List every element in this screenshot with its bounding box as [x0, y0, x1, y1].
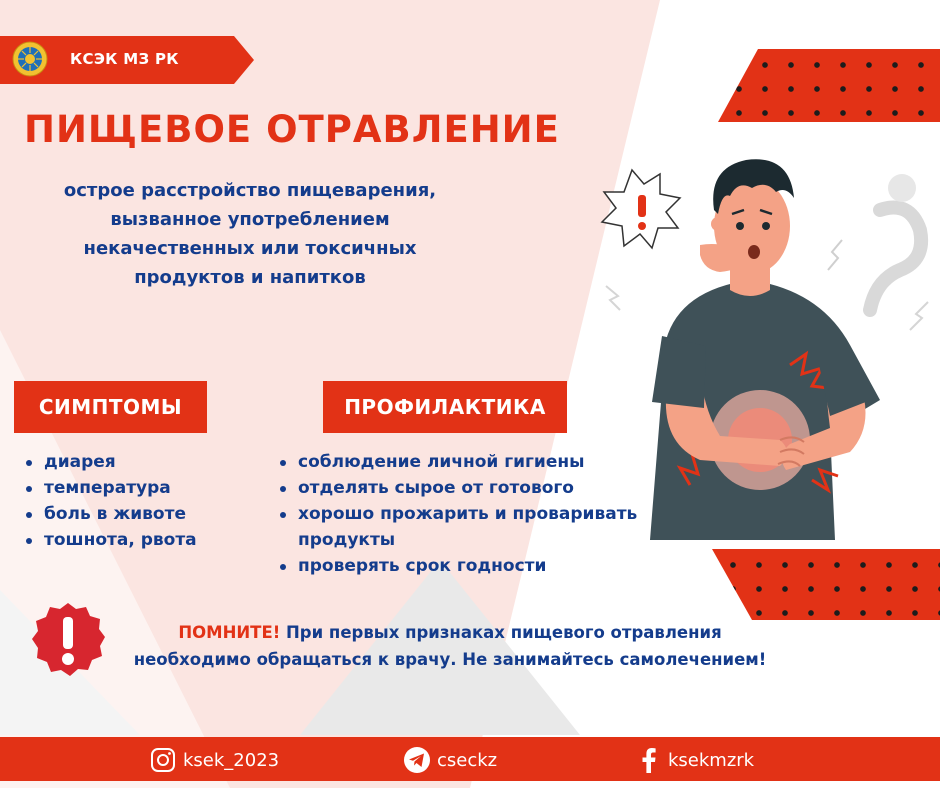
reminder-text — [110, 619, 790, 673]
definition-text — [40, 176, 460, 292]
definition-line: некачественных или токсичных — [83, 238, 417, 259]
facebook-icon — [634, 746, 662, 774]
symptoms-heading: СИМПТОМЫ — [14, 381, 207, 433]
telegram-icon — [403, 746, 431, 774]
reminder-label: ПОМНИТЕ! — [178, 623, 281, 642]
instagram-handle: ksek_2023 — [183, 749, 280, 771]
list-item: отделять сырое от готового — [278, 475, 698, 501]
definition-line: продуктов и напитков — [134, 267, 366, 288]
reminder-line: необходимо обращаться к врачу. Не занимайтесь самолечением! — [133, 650, 767, 669]
definition-line: вызванное употреблением — [110, 209, 390, 230]
instagram-icon — [149, 746, 177, 774]
reminder-line: При первых признаках пищевого отравления — [286, 623, 722, 642]
symptoms-list — [24, 449, 264, 553]
instagram-link[interactable] — [149, 747, 279, 773]
list-item: диарея — [24, 449, 264, 475]
facebook-link[interactable] — [634, 747, 754, 773]
prevention-list — [278, 449, 698, 579]
list-item: тошнота, рвота — [24, 527, 264, 553]
definition-line: острое расстройство пищеварения, — [63, 180, 437, 201]
org-name: КСЭК МЗ РК — [70, 50, 179, 68]
page-title: ПИЩЕВОЕ ОТРАВЛЕНИЕ — [24, 108, 560, 151]
telegram-handle: cseckz — [437, 749, 498, 771]
dotted-decoration-bottom — [712, 549, 940, 620]
exclamation-badge-icon — [30, 601, 106, 677]
list-item: боль в животе — [24, 501, 264, 527]
list-item: соблюдение личной гигиены — [278, 449, 698, 475]
telegram-link[interactable] — [403, 747, 497, 773]
kazakhstan-emblem-icon — [12, 41, 48, 77]
facebook-handle: ksekmzrk — [668, 749, 755, 771]
list-item: проверять срок годности — [278, 553, 698, 579]
prevention-heading: ПРОФИЛАКТИКА — [323, 381, 567, 433]
list-item: хорошо прожарить и проваривать продукты — [278, 501, 678, 553]
list-item: температура — [24, 475, 264, 501]
